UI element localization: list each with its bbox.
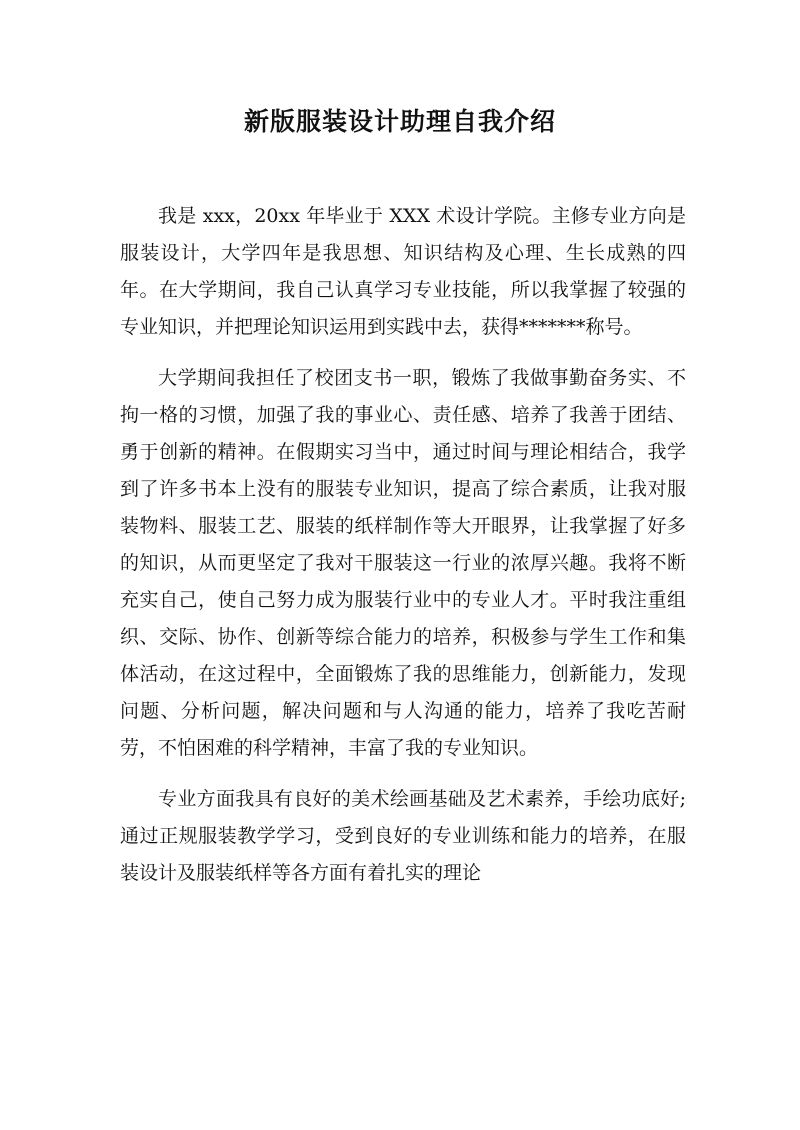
paragraph-3: 专业方面我具有良好的美术绘画基础及艺术素养，手绘功底好;通过正规服装教学学习，受到良好的专业训练和能力的培养，在服装设计及服装纸样等各方面有着扎实的理论 (120, 788, 686, 884)
paragraph-2: 大学期间我担任了校团支书一职，锻炼了我做事勤奋务实、不拘一格的习惯，加强了我的事业心、责任感、培养了我善于团结、勇于创新的精神。在假期实习当中，通过时间与理论相结合，我学到了许多书本上没有的服装专业知识，提高了综合素质，让我对服装物料、服装工艺、服装的纸样制作等大开眼界，让我掌握了好多的知识，从而更坚定了我对干服装这一行业的浓厚兴趣。我将不断充实自己，使自己努力成为服装行业中的专业人才。平时我注重组织、交际、协作、创新等综合能力的培养，积极参与学生工作和集体活动，在这过程中，全面锻炼了我的思维能力，创新能力，发现问题、分析问题，解决问题和与人沟通的能力，培养了我吃苦耐劳，不怕困难的科学精神，丰富了我的专业知识。 (120, 367, 686, 759)
document-body (120, 198, 686, 892)
document-title: 新版服装设计助理自我介绍 (243, 107, 556, 136)
paragraph-1: 我是 xxx，20xx 年毕业于 XXX 术设计学院。主修专业方向是服装设计，大学四年是我思想、知识结构及心理、生长成熟的四年。在大学期间，我自己认真学习专业技能，所以我掌握了较强的专业知识，并把理论知识运用到实践中去，获得*******称号。 (120, 205, 686, 338)
